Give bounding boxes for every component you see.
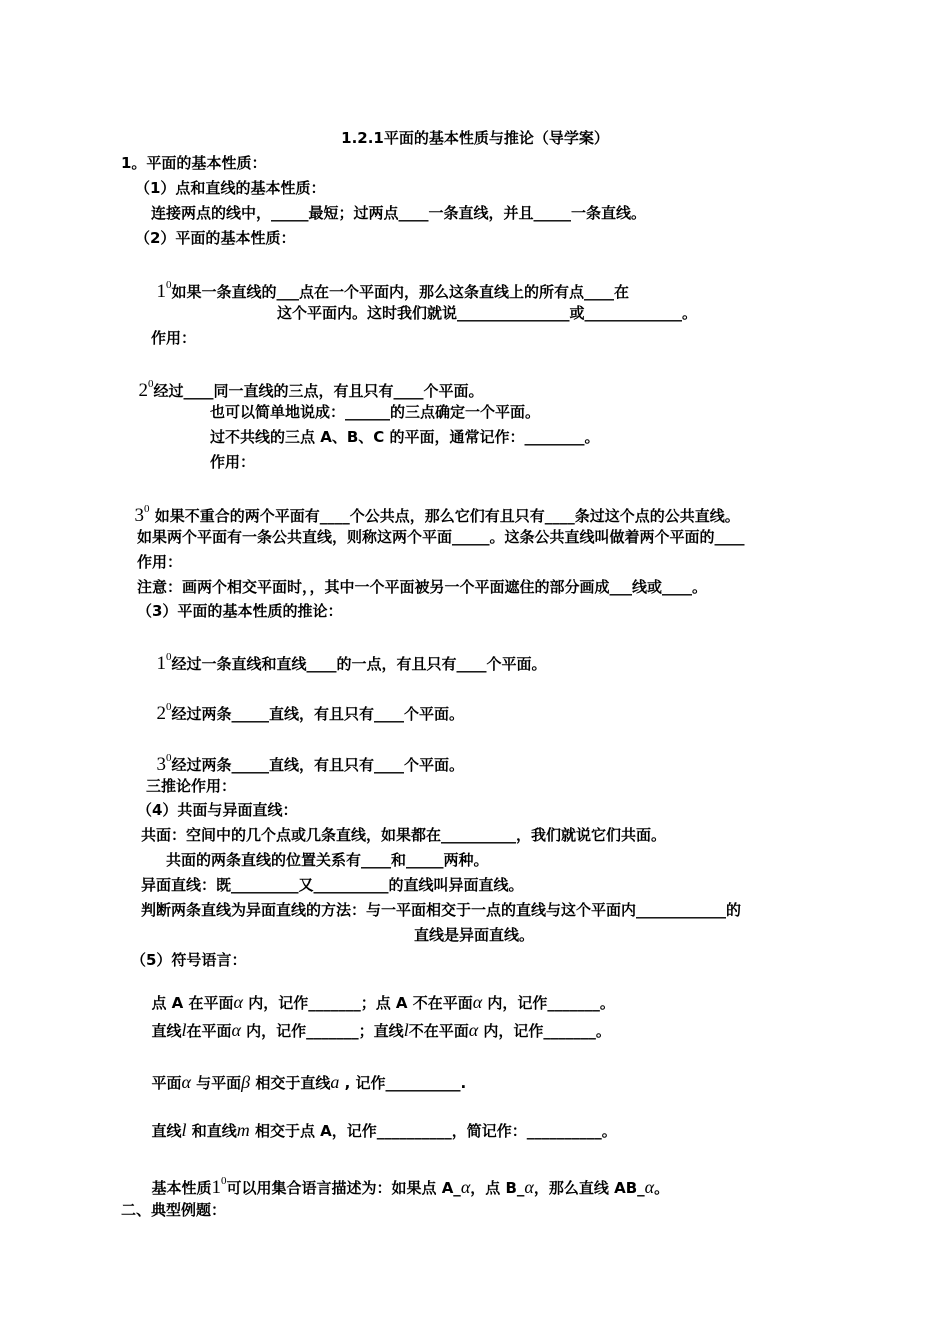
section-2-heading: 二、典型例题： bbox=[121, 1201, 227, 1219]
section-1-heading: 1。平面的基本性质： bbox=[121, 154, 267, 172]
property-2-line-3: 过不共线的三点 A、B、C 的平面，通常记作：________。 bbox=[210, 428, 600, 446]
property-3-line-2: 如果两个平面有一条公共直线，则称这两个平面_____。这条公共直线叫做着两个平面的____ bbox=[137, 528, 745, 546]
alpha-symbol: α bbox=[460, 1177, 471, 1197]
symbol-row-set-language: 基本性质$1^0$可以用集合语言描述为：如果点 A_α，点 B_α，那么直线 AB_α。 bbox=[151, 1175, 670, 1198]
alpha-symbol: α bbox=[468, 1020, 479, 1040]
point-line-property: 连接两点的线中，_____最短；过两点____一条直线，并且_____一条直线。 bbox=[151, 204, 647, 222]
property-1-use: 作用： bbox=[151, 329, 197, 347]
page-title: 1.2.1平面的基本性质与推论（导学案） bbox=[341, 129, 609, 147]
ordinal-2-marker: $2^0$ bbox=[156, 701, 172, 724]
ordinal-3-marker: $3^0$ bbox=[156, 752, 172, 775]
skew-judge-line-1: 判断两条直线为异面直线的方法：与一平面相交于一点的直线与这个平面内____________的 bbox=[141, 901, 742, 919]
symbol-row-line: 直线l在平面α 内，记作_______；直线l不在平面α 内，记作_______。 bbox=[151, 1020, 611, 1040]
alpha-symbol: α bbox=[181, 1072, 191, 1092]
alpha-symbol: α bbox=[644, 1177, 655, 1197]
corollary-2: $2^0$经过两条_____直线，有且只有____个平面。 bbox=[156, 701, 464, 724]
ordinal-3-marker: $3^0$ bbox=[134, 503, 150, 526]
property-3-line-1: $3^0$ 如果不重合的两个平面有____个公共点，那么它们有且只有____条过这个点的公共直线。 bbox=[134, 503, 740, 526]
property-2-use: 作用： bbox=[210, 453, 256, 471]
corollary-3: $3^0$经过两条_____直线，有且只有____个平面。 bbox=[156, 752, 464, 775]
alpha-symbol: α bbox=[524, 1177, 534, 1197]
corollary-use: 三推论作用： bbox=[146, 777, 237, 795]
subsection-3-heading: （3）平面的基本性质的推论： bbox=[137, 602, 343, 620]
symbol-row-point: 点 A 在平面α 内，记作_______；点 A 不在平面α 内，记作_______。 bbox=[151, 992, 615, 1012]
property-1-line-1: $1^0$如果一条直线的___点在一个平面内，那么这条直线上的所有点____在 bbox=[156, 279, 629, 302]
subsection-1-heading: （1）点和直线的基本性质： bbox=[135, 179, 326, 197]
skew-definition: 异面直线：既_________又__________的直线叫异面直线。 bbox=[141, 876, 524, 894]
ordinal-1-marker: $1^0$ bbox=[211, 1175, 227, 1198]
alpha-symbol: α bbox=[472, 992, 483, 1012]
subsection-5-heading: （5）符号语言： bbox=[131, 951, 247, 969]
ordinal-1-marker: $1^0$ bbox=[156, 279, 172, 302]
property-1-line-2: 这个平面内。这时我们就说_______________或_____________。 bbox=[277, 304, 698, 322]
drawing-note: 注意：画两个相交平面时，，其中一个平面被另一个平面遮住的部分画成___线或____。 bbox=[137, 578, 708, 596]
property-3-use: 作用： bbox=[137, 553, 183, 571]
symbol-row-planes: 平面α 与平面β 相交于直线a , 记作__________. bbox=[151, 1072, 467, 1092]
alpha-symbol: α bbox=[233, 992, 243, 1012]
symbol-row-lines-intersect: 直线l 和直线m 相交于点 A，记作__________，简记作：__________。 bbox=[151, 1120, 617, 1140]
corollary-1: $1^0$经过一条直线和直线____的一点，有且只有____个平面。 bbox=[156, 651, 547, 674]
coplanar-positions: 共面的两条直线的位置关系有____和_____两种。 bbox=[166, 851, 489, 869]
coplanar-definition: 共面：空间中的几个点或几条直线，如果都在__________，我们就说它们共面。 bbox=[141, 826, 667, 844]
property-2-line-1: $2^0$经过____同一直线的三点，有且只有____个平面。 bbox=[138, 378, 484, 401]
ordinal-1-marker: $1^0$ bbox=[156, 651, 172, 674]
line-a-symbol: a bbox=[330, 1072, 340, 1092]
ordinal-2-marker: $2^0$ bbox=[138, 378, 154, 401]
line-l-symbol: l bbox=[181, 1020, 187, 1040]
property-2-line-2: 也可以简单地说成：______的三点确定一个平面。 bbox=[210, 403, 541, 421]
subsection-2-heading: （2）平面的基本性质： bbox=[135, 229, 296, 247]
line-l-symbol: l bbox=[403, 1020, 409, 1040]
beta-symbol: β bbox=[241, 1072, 251, 1092]
skew-judge-line-2: 直线是异面直线。 bbox=[414, 926, 535, 944]
alpha-symbol: α bbox=[231, 1020, 241, 1040]
line-m-symbol: m bbox=[236, 1120, 250, 1140]
subsection-4-heading: （4）共面与异面直线： bbox=[137, 801, 298, 819]
line-l-symbol: l bbox=[181, 1120, 187, 1140]
